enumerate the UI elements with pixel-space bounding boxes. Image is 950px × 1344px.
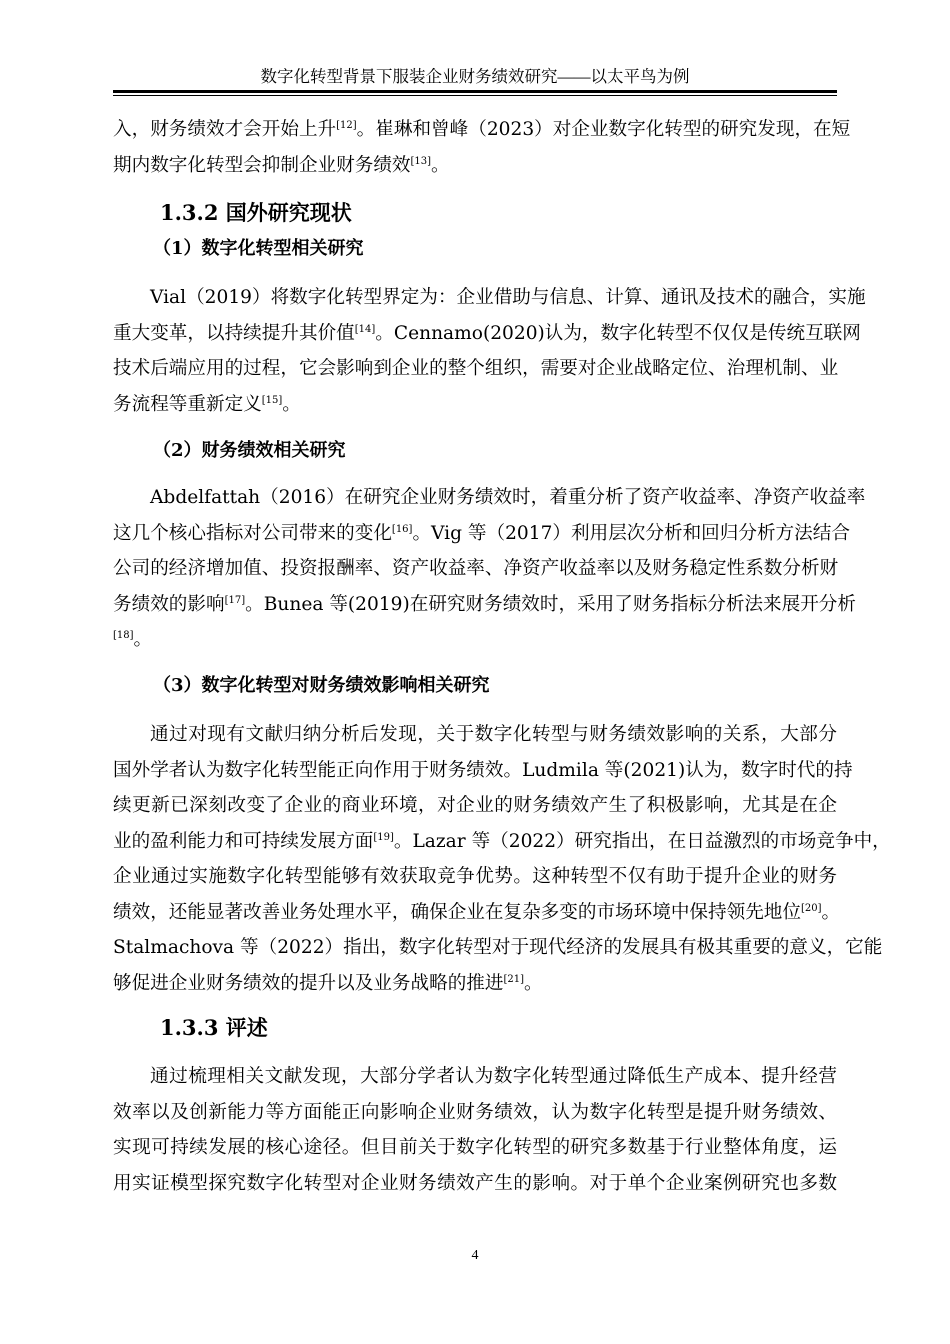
text-line (113, 895, 841, 931)
text-run: 业的盈利能力和可持续发展方面 (113, 830, 374, 852)
text-run: 。 (282, 393, 301, 415)
text-run: 。Cennamo(2020)认为，数字化转型不仅仅是传统互联网 (375, 322, 861, 344)
text-line (113, 966, 837, 1002)
text-run: 务绩效的影响 (113, 593, 225, 615)
text-line (113, 387, 837, 423)
text-run: Abdelfattah（2016）在研究企业财务绩效时，着重分析了资产收益率、净资产收益率 (150, 487, 866, 508)
text-line (113, 1095, 837, 1131)
text-run: 。Lazar 等（2022）研究指出，在日益激烈的市场竞争中， (393, 830, 891, 852)
text-run: 。 (431, 154, 450, 176)
text-run: 。Bunea 等(2019)在研究财务绩效时，采用了财务指标分析法来展开分析 (245, 593, 856, 615)
paragraph (113, 717, 891, 1001)
text-run: 入，财务绩效才会开始上升 (113, 119, 337, 140)
text-run: 。 (524, 972, 543, 994)
running-header: 数字化转型背景下服装企业财务绩效研究——以太平鸟为例 (260, 67, 690, 86)
section-heading: 1.3.3 评述 (160, 1015, 268, 1040)
citation-ref: [12] (336, 120, 357, 131)
text-run: 期内数字化转型会抑制企业财务绩效 (113, 154, 411, 176)
text-run: 重大变革，以持续提升其价值 (113, 322, 355, 344)
text-line (113, 112, 851, 148)
text-line (113, 930, 883, 966)
text-run: Vial（2019）将数字化转型界定为：企业借助与信息、计算、通讯及技术的融合，实施 (150, 287, 866, 308)
paragraph (113, 280, 866, 422)
citation-ref: [18] (113, 630, 134, 641)
citation-ref: [15] (261, 394, 283, 406)
paragraph (113, 1059, 837, 1201)
text-run: 。 (133, 629, 153, 650)
paragraph (113, 112, 851, 183)
paragraph (113, 480, 866, 658)
text-line (113, 717, 837, 753)
section-heading: 1.3.2 国外研究现状 (160, 200, 352, 225)
text-run: 绩效，还能显著改善业务处理水平，确保企业在复杂多变的市场环境中保持领先地位 (113, 901, 801, 923)
citation-ref: [16] (391, 523, 413, 535)
text-run: 。 (821, 901, 841, 923)
text-line (113, 480, 866, 516)
text-run: Stalmachova 等（2022）指出，数字化转型对于现代经济的发展具有极其重要的意义，它能 (113, 937, 883, 958)
text-line (113, 1130, 837, 1166)
page-number: 4 (471, 1248, 479, 1263)
citation-ref: [14] (354, 323, 376, 335)
subsection-heading: （2）财务绩效相关研究 (153, 440, 346, 461)
text-line (113, 551, 837, 587)
text-run: 通过梳理相关文献发现，大部分学者认为数字化转型通过降低生产成本、提升经营 (150, 1066, 837, 1087)
subsection-heading: （3）数字化转型对财务绩效影响相关研究 (153, 675, 490, 696)
citation-ref: [20] (800, 902, 822, 914)
text-run: 。崔琳和曾峰（2023）对企业数字化转型的研究发现，在短 (356, 119, 851, 140)
text-line (113, 280, 866, 316)
citation-ref: [19] (373, 831, 394, 843)
text-line (113, 622, 837, 658)
text-line (113, 351, 837, 387)
text-run: 国外学者认为数字化转型能正向作用于财务绩效。Ludmila 等(2021)认为，数字时代的持 (113, 759, 853, 781)
text-line (113, 587, 856, 623)
text-run: 企业通过实施数字化转型能够有效获取竞争优势。这种转型不仅有助于提升企业的财务 (113, 866, 837, 887)
text-line (113, 1166, 837, 1202)
text-run: 通过对现有文献归纳分析后发现，关于数字化转型与财务绩效影响的关系，大部分 (150, 724, 837, 745)
text-run: 用实证模型探究数字化转型对企业财务绩效产生的影响。对于单个企业案例研究也多数 (113, 1172, 837, 1194)
text-line (113, 516, 850, 552)
text-line (113, 753, 853, 789)
text-line (113, 824, 891, 860)
text-run: 务流程等重新定义 (113, 393, 262, 415)
text-run: 续更新已深刻改变了企业的商业环境，对企业的财务绩效产生了积极影响，尤其是在企 (113, 795, 837, 816)
text-run: 效率以及创新能力等方面能正向影响企业财务绩效，认为数字化转型是提升财务绩效、 (113, 1101, 837, 1123)
header-rule (113, 90, 837, 96)
text-line (113, 788, 837, 824)
text-line (113, 316, 861, 352)
citation-ref: [13] (410, 155, 432, 167)
text-line (113, 1059, 837, 1095)
text-line (113, 148, 837, 184)
text-run: 技术后端应用的过程，它会影响到企业的整个组织，需要对企业战略定位、治理机制、业 (113, 358, 839, 379)
text-run: 够促进企业财务绩效的提升以及业务战略的推进 (113, 972, 504, 994)
citation-ref: [17] (224, 594, 246, 606)
text-run: 这几个核心指标对公司带来的变化 (113, 522, 392, 544)
text-run: 实现可持续发展的核心途径。但目前关于数字化转型的研究多数基于行业整体角度，运 (113, 1137, 837, 1158)
citation-ref: [21] (503, 973, 525, 985)
text-run: 公司的经济增加值、投资报酬率、资产收益率、净资产收益率以及财务稳定性系数分析财 (113, 558, 839, 579)
text-run: 。Vig 等（2017）利用层次分析和回归分析方法结合 (412, 522, 850, 544)
text-line (113, 859, 837, 895)
subsection-heading: （1）数字化转型相关研究 (153, 238, 364, 259)
